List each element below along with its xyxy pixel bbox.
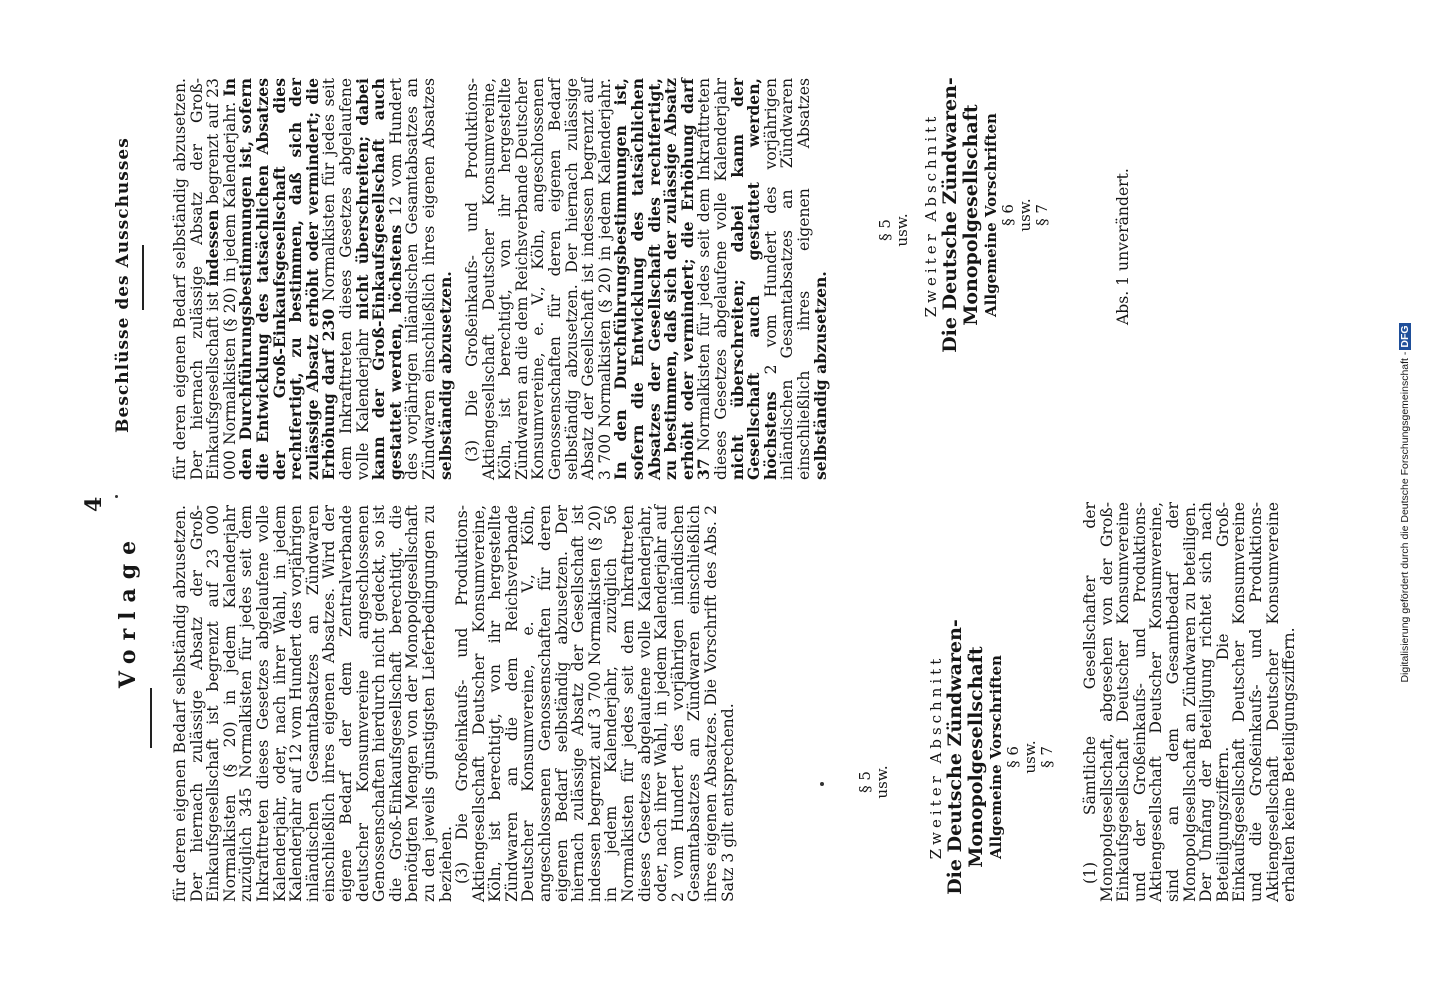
ausschuss-general-provisions: Allgemeine Vorschriften bbox=[982, 113, 1000, 317]
page-number: 4 bbox=[81, 496, 107, 512]
vorlage-s7-text bbox=[1082, 502, 1298, 902]
ausschuss-s7: § 7 bbox=[1033, 204, 1051, 226]
vorlage-s7: § 7 bbox=[1038, 746, 1056, 768]
ausschuss-header-rule bbox=[142, 245, 144, 310]
ausschuss-s5: § 5 bbox=[876, 219, 894, 241]
ausschuss-paragraph-3: (3) Die Großeinkaufs- und Produktions-Aktiengesellschaft Deutscher Konsumvereine, Köln, ist berechtigt, von ihr hergestellte Zündwaren an die dem Reichsverbande Deutscher Konsumvereine, e. V., Köln, angeschlossenen Genossenschaften für deren eigenen Bedarf selbständig abzusetzen. Der hiernach zulässige Absatz der Gesellschaft ist indessen begrenzt auf 3 700 Normalkisten (§ 20) in jedem Kalenderjahr. In den Durchführungsbestimmungen ist, sofern die Entwicklung des tatsächlichen Absatzes der Gesellschaft dies rechtfertigt, zu bestimmen, daß sich der zulässige Absatz erhöht oder vermindert; die Erhöhung darf 37 Normalkisten für jedes seit dem Inkrafttreten dieses Gesetzes abgelaufene volle Kalenderjahr nicht überschreiten; dabei kann der Gesellschaft auch gestattet werden, höchstens 2 vom Hundert des vorjährigen inländischen Gesamtabsatzes an Zündwaren einschließlich ihres eigenen Absatzes selbständig abzusetzen. bbox=[463, 78, 830, 480]
digitization-notice: Digitalisierung gefördert durch die Deutsche Forschungsgemeinschaft -DFG bbox=[1399, 325, 1411, 683]
scan-speck bbox=[820, 782, 824, 786]
ausschuss-s6: § 6 bbox=[999, 204, 1017, 226]
vorlage-s5: § 5 bbox=[856, 771, 874, 793]
ausschuss-abs1-unchanged: Abs. 1 unverändert. bbox=[1114, 168, 1132, 325]
vorlage-paragraph-3: (3) Die Großeinkaufs- und Produktions-Aktiengesellschaft Deutscher Konsumvereine, Köln, ist berechtigt, von ihr hergestellte Zündwaren an die dem Reichsverbande Deutscher Konsumvereine, e. V., Köln, angeschlossenen Genossenschaften für deren eigenen Bedarf selbständig abzusetzen. Der hiernach zulässige Absatz der Gesellschaft ist indessen begrenzt auf 3 700 Normalkisten (§ 20) in jedem Kalenderjahr, zuzüglich 56 Normalkisten für jedes seit dem Inkrafttreten dieses Gesetzes abgelaufene volle Kalenderjahr, oder, nach ihrer Wahl, in jedem Kalenderjahr auf 2 vom Hundert des vorjährigen inländischen Gesamtabsatzes an Zündwaren einschließlich ihres eigenen Absatzes. Die Vorschrift des Abs. 2 Satz 3 gilt entsprechend. bbox=[453, 505, 737, 902]
ausschuss-header: Beschlüsse des Ausschusses bbox=[113, 137, 133, 433]
vorlage-header-rule bbox=[150, 688, 152, 748]
vorlage-section-sub: Zweiter Abschnitt bbox=[927, 654, 945, 860]
vorlage-s5-usw: usw. bbox=[873, 765, 891, 799]
vorlage-s6-usw: usw. bbox=[1021, 740, 1039, 774]
vorlage-section-title: Die Deutsche Zündwaren-Monopolgesellschaft bbox=[944, 619, 987, 895]
ausschuss-sections bbox=[877, 120, 911, 340]
vorlage-s7-paragraph-1: (1) Sämtliche Gesellschafter der Monopolgesellschaft, abgesehen von der Groß-Einkaufsgesellschaft Deutscher Konsumvereine und der Großeinkaufs- und Produktions-Aktiengesellschaft Deutscher Konsumvereine, sind an dem Gesamtbedarf der Monopolgesellschaft an Zündwaren zu beteiligen. Der Umfang der Beteiligung richtet sich nach Beteiligungsziffern. Die Groß-Einkaufsgesellschaft Deutscher Konsumvereine und die Großeinkaufs- und Produktions-Aktiengesellschaft Deutscher Konsumvereine erhalten keine Beteiligungsziffern. bbox=[1081, 502, 1299, 902]
ausschuss-section-sub: Zweiter Abschnitt bbox=[922, 112, 940, 318]
vorlage-s6: § 6 bbox=[1004, 746, 1022, 768]
ausschuss-column bbox=[172, 78, 829, 480]
ausschuss-s5-usw: usw. bbox=[893, 213, 911, 247]
ausschuss-s6-usw: usw. bbox=[1016, 198, 1034, 232]
vorlage-paragraph-2-cont: für deren eigenen Bedarf selbständig abzusetzen. Der hiernach zulässige Absatz der Groß-Einkaufsgesellschaft ist begrenzt auf 23 000 Normalkisten (§ 20) in jedem Kalenderjahr zuzüglich 345 Normalkisten für jedes seit dem Inkrafttreten dieses Gesetzes abgelaufene volle Kalenderjahr, oder, nach ihrer Wahl, in jedem Kalenderjahr auf 12 vom Hundert des vorjährigen inländischen Gesamtabsatzes an Zündwaren einschließlich ihres eigenen Absatzes. Wird der eigene Bedarf der dem Zentralverbande deutscher Konsumvereine angeschlossenen Genossenschaften hierdurch nicht gedeckt, so ist die Groß-Einkaufsgesellschaft berechtigt, die benötigten Mengen von der Monopolgesellschaft zu den jeweils günstigsten Lieferbedingungen zu beziehen. bbox=[171, 505, 455, 902]
vorlage-sections bbox=[857, 662, 891, 902]
vorlage-general-provisions: Allgemeine Vorschriften bbox=[987, 655, 1005, 859]
ausschuss-section-title: Die Deutsche Zündwaren-Monopolgesellschaft bbox=[939, 77, 982, 353]
dfg-logo: DFG bbox=[1399, 325, 1411, 348]
ausschuss-paragraph-2-cont: für deren eigenen Bedarf selbständig abzusetzen. Der hiernach zulässige Absatz der Groß-Einkaufsgesellschaft ist indessen begrenzt auf 23 000 Normalkisten (§ 20) in jedem Kalenderjahr. In den Durchführungsbestimmungen ist, sofern die Entwicklung des tatsächlichen Absatzes der Groß-Einkaufsgesellschaft dies rechtfertigt, zu bestimmen, daß sich der zulässige Absatz erhöht oder vermindert; die Erhöhung darf 230 Normalkisten für jedes seit dem Inkrafttreten dieses Gesetzes abgelaufene volle Kalenderjahr nicht überschreiten; dabei kann der Groß-Einkaufsgesellschaft auch gestattet werden, höchstens 12 vom Hundert des vorjährigen inländischen Gesamtabsatzes an Zündwaren einschließlich ihres eigenen Absatzes selbständig abzusetzen. bbox=[171, 78, 455, 480]
ausschuss-abs1 bbox=[1115, 65, 1132, 325]
ausschuss-section-block bbox=[922, 65, 1051, 365]
vorlage-section-block bbox=[927, 612, 1056, 902]
vorlage-column bbox=[172, 505, 736, 902]
vorlage-header: Vorlage bbox=[115, 531, 141, 689]
scan-speck bbox=[115, 495, 118, 498]
